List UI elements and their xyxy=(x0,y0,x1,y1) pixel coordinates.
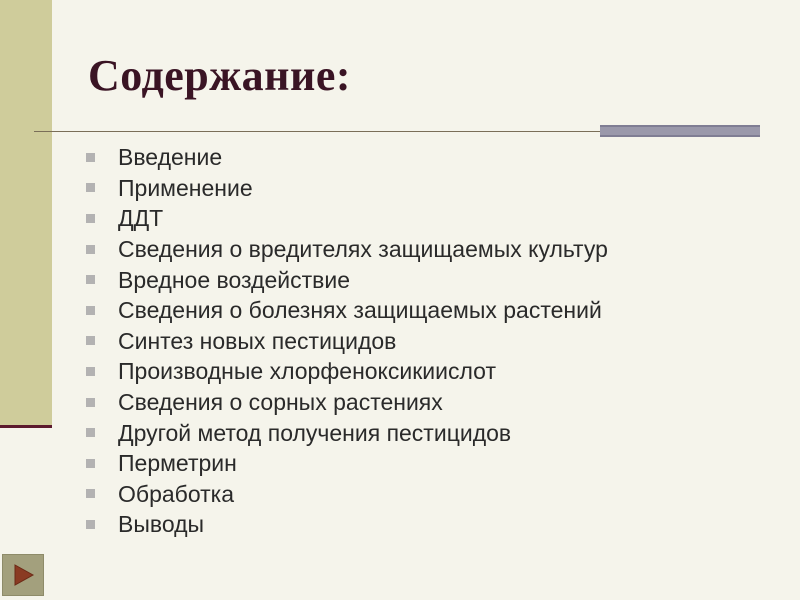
divider-accent xyxy=(600,125,760,137)
list-item xyxy=(86,234,608,265)
square-bullet-icon xyxy=(86,153,95,162)
list-item xyxy=(86,509,608,540)
list-item xyxy=(86,356,608,387)
square-bullet-icon xyxy=(86,336,95,345)
list-item xyxy=(86,448,608,479)
list-item-text: Сведения о болезнях защищаемых растений xyxy=(118,297,602,324)
list-item-text: Вредное воздействие xyxy=(118,266,350,293)
list-item-text: Введение xyxy=(118,144,223,171)
list-item xyxy=(86,203,608,234)
list-item-text: Синтез новых пестицидов xyxy=(118,327,397,354)
list-item-text: Производные хлорфеноксикиислот xyxy=(118,358,496,385)
list-item xyxy=(86,142,608,173)
square-bullet-icon xyxy=(86,398,95,407)
list-item-text: Выводы xyxy=(118,511,205,538)
list-item xyxy=(86,173,608,204)
contents-list xyxy=(86,142,608,540)
square-bullet-icon xyxy=(86,214,95,223)
left-bar-accent-line xyxy=(0,425,52,428)
square-bullet-icon xyxy=(86,183,95,192)
list-item-text: ДДТ xyxy=(118,205,164,232)
list-item-text: Сведения о вредителях защищаемых культур xyxy=(118,236,608,263)
slide-title: Содержание: xyxy=(88,51,352,100)
list-item-text: Обработка xyxy=(118,480,234,507)
list-item xyxy=(86,264,608,295)
list-item-text: Перметрин xyxy=(118,450,237,477)
list-item xyxy=(86,417,608,448)
square-bullet-icon xyxy=(86,428,95,437)
square-bullet-icon xyxy=(86,489,95,498)
list-item-text: Другой метод получения пестицидов xyxy=(118,419,512,446)
list-item xyxy=(86,295,608,326)
list-item xyxy=(86,326,608,357)
square-bullet-icon xyxy=(86,245,95,254)
play-arrow-icon xyxy=(10,562,36,588)
list-item-text: Сведения о сорных растениях xyxy=(118,389,443,416)
left-decorative-bar xyxy=(0,0,52,427)
next-slide-button[interactable] xyxy=(2,554,44,596)
list-item-text: Применение xyxy=(118,174,253,201)
square-bullet-icon xyxy=(86,520,95,529)
square-bullet-icon xyxy=(86,459,95,468)
square-bullet-icon xyxy=(86,306,95,315)
square-bullet-icon xyxy=(86,275,95,284)
list-item xyxy=(86,479,608,510)
square-bullet-icon xyxy=(86,367,95,376)
list-item xyxy=(86,387,608,418)
